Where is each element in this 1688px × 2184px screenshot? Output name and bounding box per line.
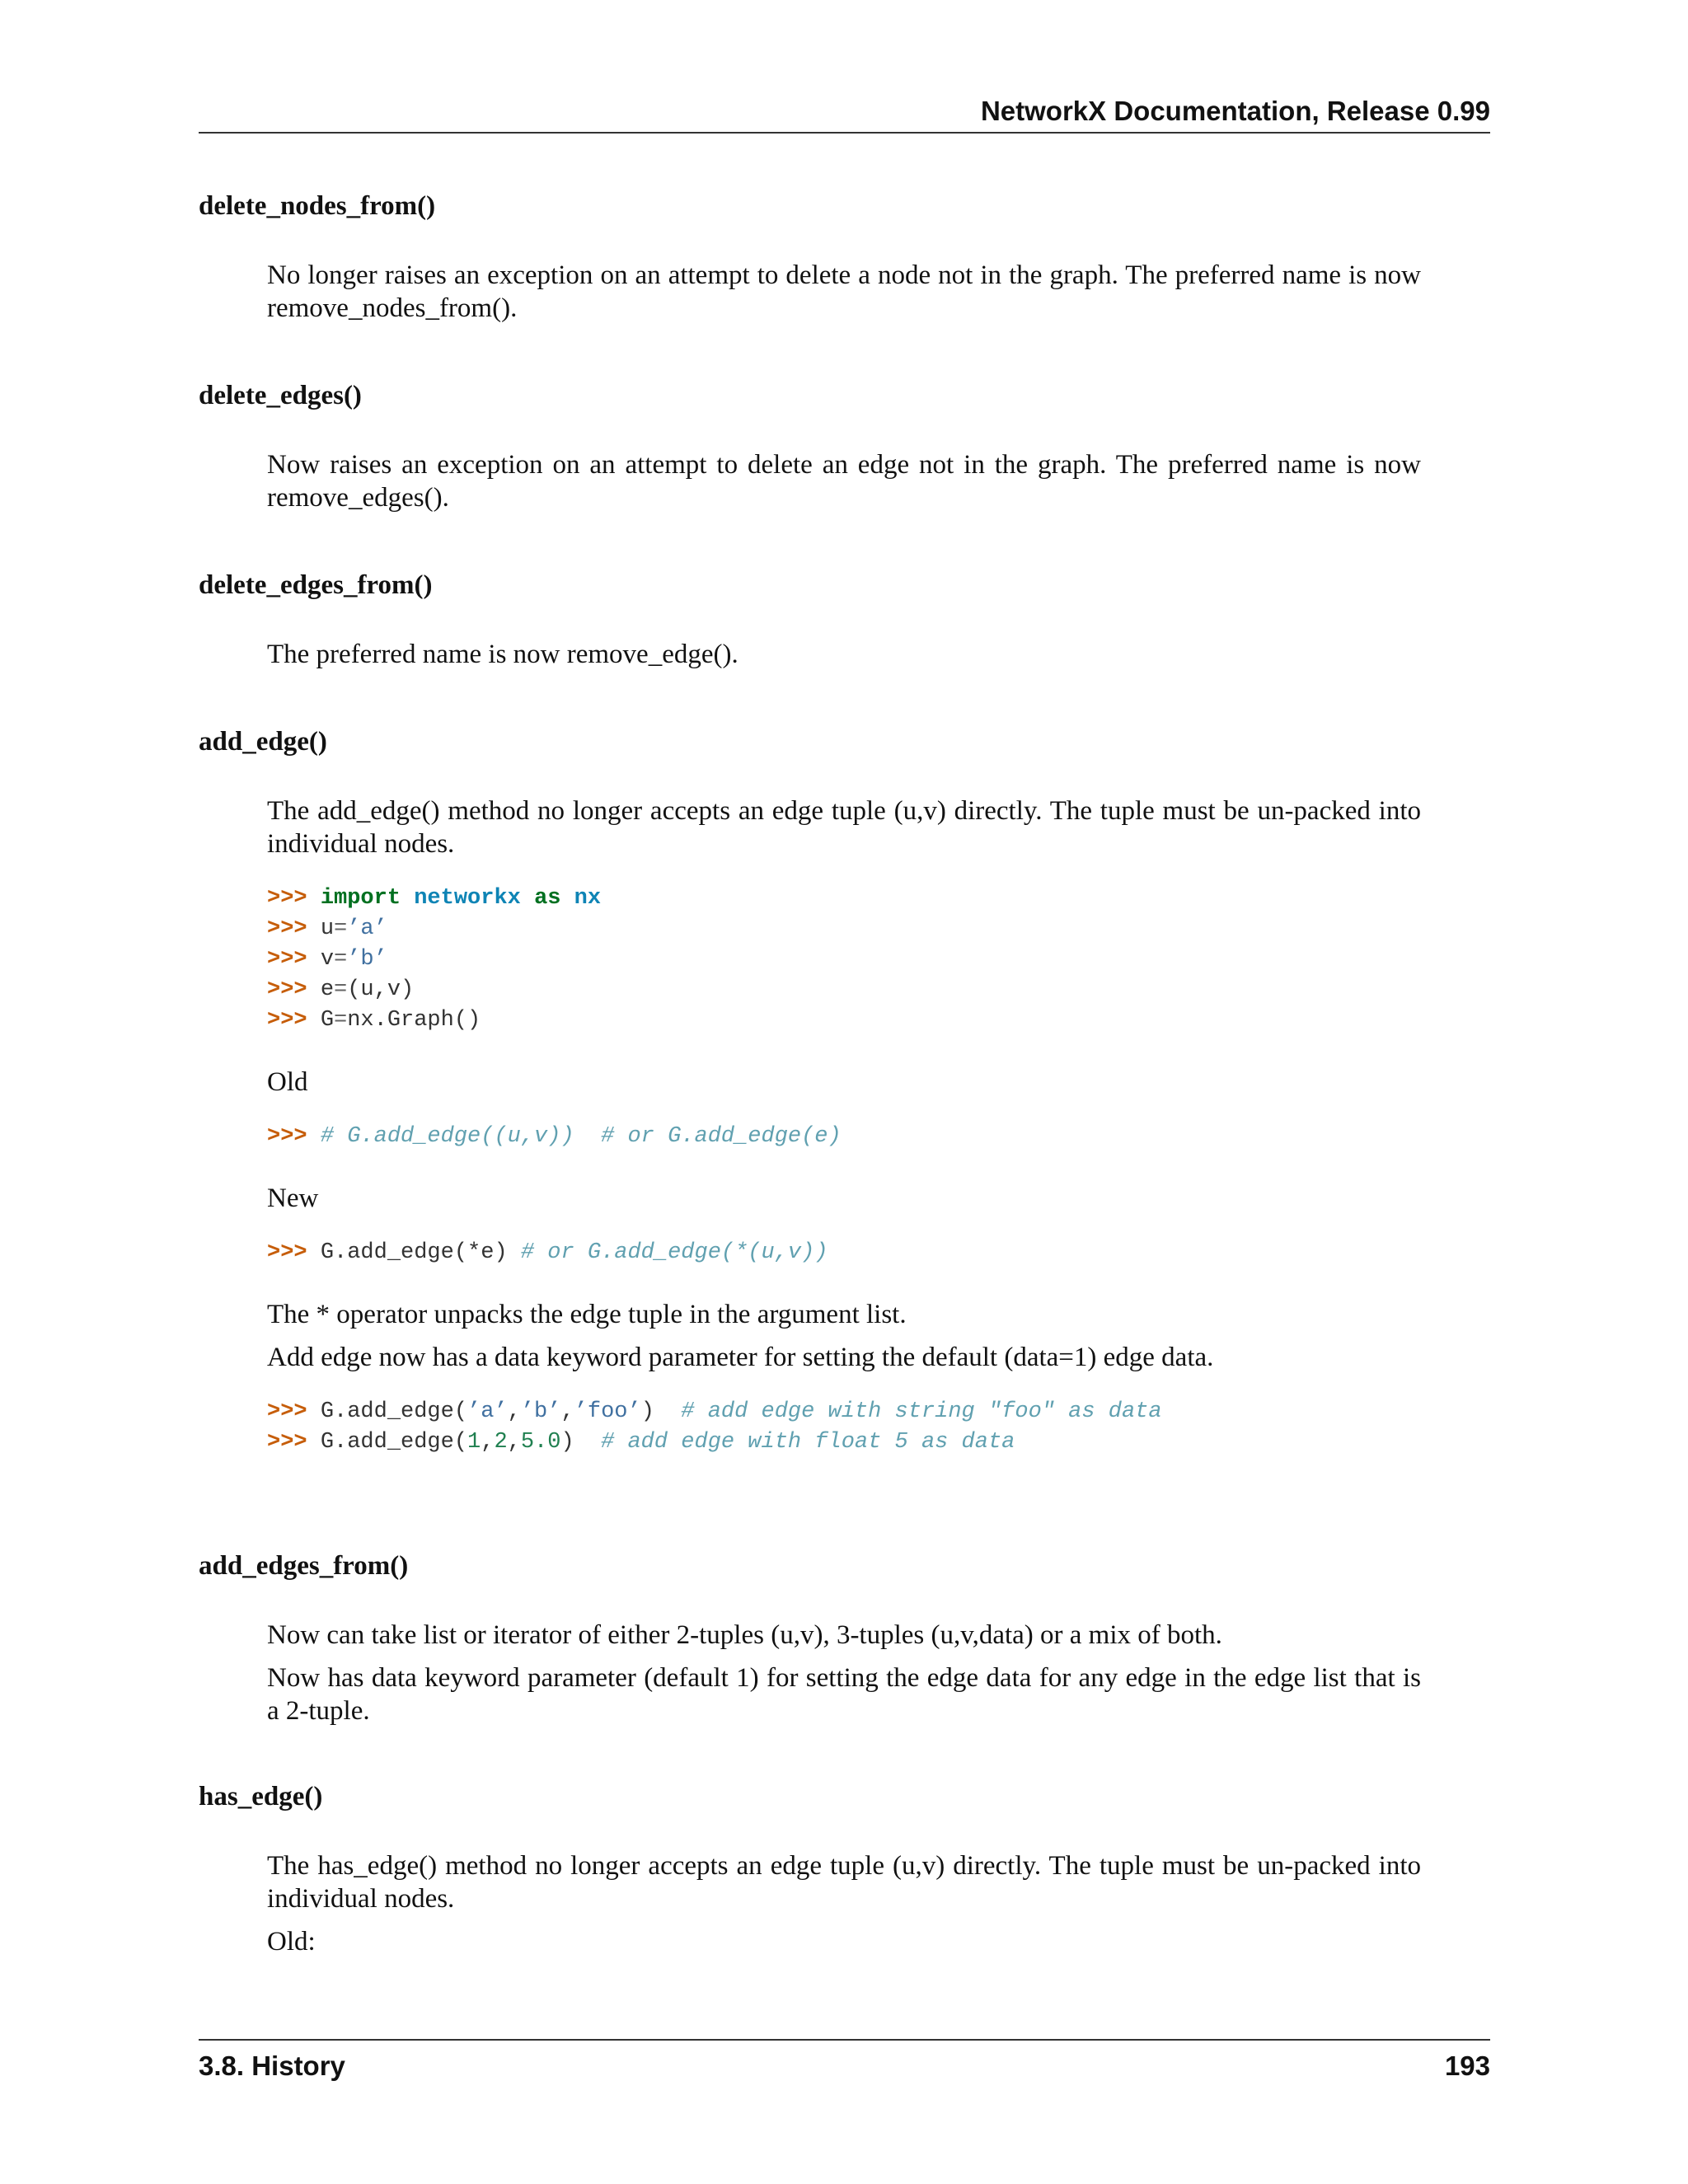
code-token: ) <box>560 1430 574 1455</box>
paragraph: Old: <box>267 1927 316 1957</box>
code-token: ) <box>640 1399 654 1424</box>
code-token: (u,v) <box>347 977 415 1002</box>
code-token: 1 <box>467 1430 481 1455</box>
code-prompt: >>> <box>267 1240 307 1265</box>
code-token: e <box>320 977 335 1002</box>
code-prompt: >>> <box>267 1399 307 1424</box>
paragraph: Now raises an exception on an attempt to delete an edge not in the graph. The preferred name is now remove_edges(). <box>267 450 1421 513</box>
code-token: G.add_edge( <box>320 1399 468 1424</box>
section-delete-nodes-from <box>199 190 1490 379</box>
code-token: , <box>560 1399 574 1424</box>
code-token: ’a’ <box>467 1399 508 1424</box>
definition-delete-edges <box>267 448 1421 514</box>
page-content <box>199 190 1490 1958</box>
section-has-edge <box>199 1780 1490 1958</box>
section-add-edges-from <box>199 1549 1490 1780</box>
code-prompt: >>> <box>267 947 307 972</box>
definition-delete-edges-from <box>267 638 1421 671</box>
code-prompt: >>> <box>267 886 307 911</box>
code-token: ’b’ <box>347 947 387 972</box>
code-prompt: >>> <box>267 1430 307 1455</box>
code-token: ’foo’ <box>574 1399 641 1424</box>
code-block-data <box>267 1397 1421 1458</box>
code-token: as <box>534 886 561 911</box>
page-number: 193 <box>1444 2050 1490 2081</box>
section-add-edge <box>199 725 1490 1549</box>
code-prompt: >>> <box>267 977 307 1002</box>
code-block-new <box>267 1238 1421 1268</box>
code-comment: # add edge with float 5 as data <box>601 1430 1015 1455</box>
paragraph: No longer raises an exception on an attempt to delete a node not in the graph. The preferred name is now remove_nodes_from(). <box>267 260 1421 323</box>
code-token: , <box>481 1430 495 1455</box>
code-token: u <box>320 916 335 941</box>
code-prompt: >>> <box>267 1124 307 1149</box>
code-comment: # G.add_edge((u,v)) # or G.add_edge(e) <box>320 1124 842 1149</box>
code-comment: # or G.add_edge(*(u,v)) <box>520 1240 828 1265</box>
footer-section-title: 3.8. History <box>199 2050 345 2081</box>
code-token: nx.Graph() <box>347 1008 481 1033</box>
code-token: , <box>507 1399 521 1424</box>
section-delete-edges-from <box>199 569 1490 725</box>
term-add-edge: add_edge() <box>199 727 327 757</box>
code-prompt: >>> <box>267 1008 307 1033</box>
code-token: import <box>320 886 401 911</box>
label-new: New <box>267 1183 319 1213</box>
code-token: = <box>334 947 348 972</box>
definition-delete-nodes-from <box>267 259 1421 325</box>
code-token: networkx <box>414 886 521 911</box>
code-token: 2 <box>494 1430 508 1455</box>
label-old: Old <box>267 1067 308 1097</box>
code-token: v <box>320 947 335 972</box>
paragraph: Add edge now has a data keyword parameter for setting the default (data=1) edge data. <box>267 1343 1214 1372</box>
running-footer <box>199 2039 1490 2087</box>
paragraph: Now can take list or iterator of either 2-tuples (u,v), 3-tuples (u,v,data) or a mix of both. <box>267 1620 1222 1650</box>
paragraph: Now has data keyword parameter (default 1) for setting the edge data for any edge in the edge list that is a 2-tuple. <box>267 1663 1421 1726</box>
term-has-edge: has_edge() <box>199 1782 323 1811</box>
code-comment: # add edge with string "foo" as data <box>681 1399 1162 1424</box>
code-token: = <box>334 977 348 1002</box>
term-delete-nodes-from: delete_nodes_from() <box>199 191 436 221</box>
code-token: = <box>334 916 348 941</box>
code-token: G <box>320 1008 335 1033</box>
code-token: 5.0 <box>520 1430 561 1455</box>
paragraph: The * operator unpacks the edge tuple in the argument list. <box>267 1300 907 1329</box>
term-delete-edges: delete_edges() <box>199 381 362 410</box>
code-token: G.add_edge(*e) <box>320 1240 508 1265</box>
code-prompt: >>> <box>267 916 307 941</box>
paragraph: The preferred name is now remove_edge(). <box>267 640 738 669</box>
code-block-setup <box>267 883 1421 1036</box>
definition-has-edge <box>267 1849 1421 1958</box>
running-header: NetworkX Documentation, Release 0.99 <box>199 91 1490 134</box>
code-token: G.add_edge( <box>320 1430 468 1455</box>
paragraph: The has_edge() method no longer accepts an edge tuple (u,v) directly. The tuple must be un-packed into individual nodes. <box>267 1851 1421 1914</box>
section-delete-edges <box>199 379 1490 569</box>
code-token: nx <box>574 886 602 911</box>
term-add-edges-from: add_edges_from() <box>199 1551 409 1581</box>
code-token: ’b’ <box>520 1399 561 1424</box>
paragraph: The add_edge() method no longer accepts an edge tuple (u,v) directly. The tuple must be un-packed into individual nodes. <box>267 796 1421 859</box>
definition-add-edges-from <box>267 1619 1421 1727</box>
definition-add-edge <box>267 794 1421 1458</box>
code-token: ’a’ <box>347 916 387 941</box>
code-token: , <box>507 1430 521 1455</box>
term-delete-edges-from: delete_edges_from() <box>199 570 433 600</box>
code-block-old <box>267 1122 1421 1152</box>
code-token: = <box>334 1008 348 1033</box>
